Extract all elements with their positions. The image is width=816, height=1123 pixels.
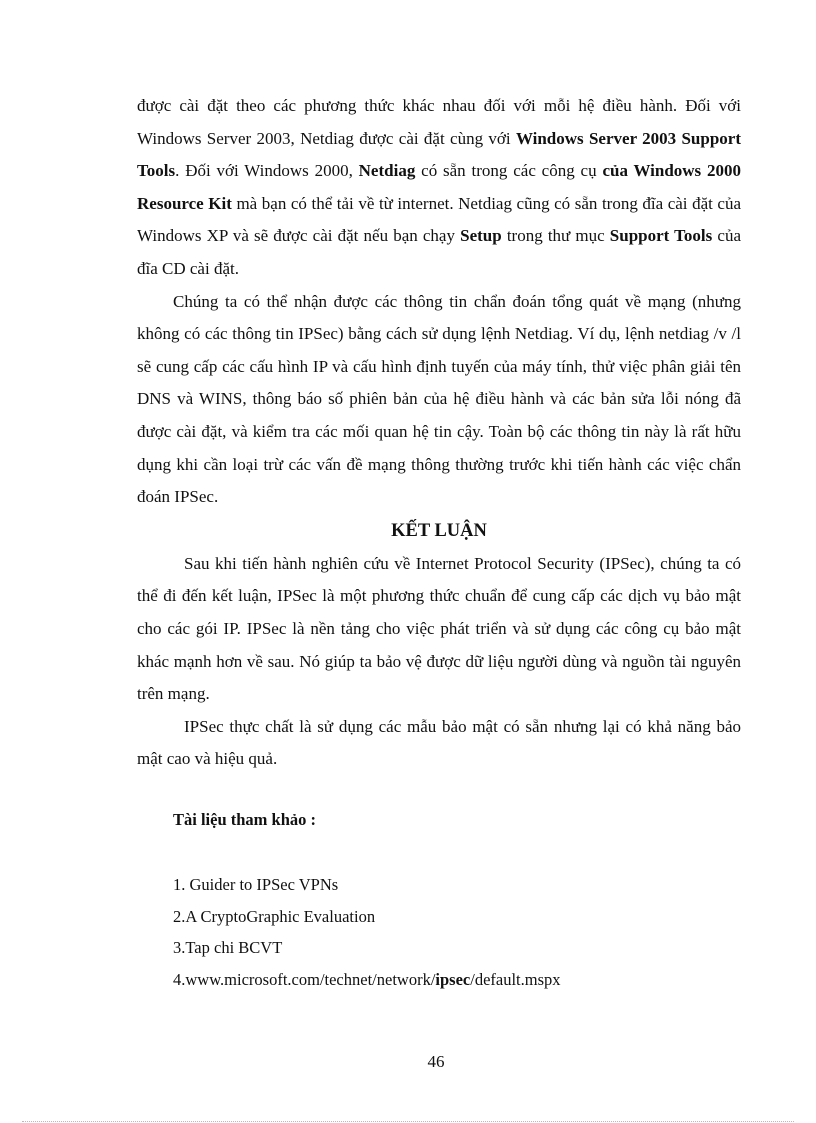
text-run: có sẵn trong các công cụ [415, 161, 603, 181]
page-number: 46 [427, 1052, 445, 1071]
text-run: của đĩa CD cài đặt. [137, 226, 741, 278]
text-run: được cài đặt theo các phương thức khác nhau đối với mỗi hệ điều hành. Đối với Windows Server 2003, Netdiag được cài đặt cùng với [137, 96, 741, 148]
reference-url-bold: ipsec [435, 969, 471, 989]
text-run: trong thư mục [501, 226, 610, 246]
bold-text-run: Windows Server 2003 Support Tools [137, 128, 741, 181]
paragraph-netdiag-usage: Chúng ta có thể nhận được các thông tin chẩn đoán tổng quát về mạng (nhưng không có các thông tin IPSec) bằng cách sử dụng lệnh Netdiag. Ví dụ, lệnh netdiag /v /l sẽ cung cấp các cấu hình IP và cấu hình định tuyến của máy tính, thử việc phân giải tên DNS và WINS, thông báo số phiên bản của hệ điều hành và các bản sửa lỗi nóng đã được cài đặt, và kiểm tra các mối quan hệ tin cậy. Toàn bộ các thông tin này là rất hữu dụng khi cần loại trừ các vấn đề mạng thông thường trước khi tiến hành các việc chẩn đoán IPSec. [137, 291, 741, 507]
reference-url-suffix: /default.mspx [470, 969, 561, 989]
reference-item: 2.A CryptoGraphic Evaluation [173, 906, 376, 926]
paragraph-conclusion-2: IPSec thực chất là sử dụng các mẫu bảo mật có sẵn nhưng lại có khả năng bảo mật cao và hiệu quả. [137, 716, 741, 769]
paragraph-conclusion-1: Sau khi tiến hành nghiên cứu về Internet Protocol Security (IPSec), chúng ta có thể đi đến kết luận, IPSec là một phương thức chuẩn để cung cấp các dịch vụ bảo mật cho các gói IP. IPSec là nền tảng cho việc phát triển và sử dụng các công cụ bảo mật khác mạnh hơn về sau. Nó giúp ta bảo vệ được dữ liệu người dùng và nguồn tài nguyên trên mạng. [137, 553, 741, 704]
page-bottom-border [22, 1121, 794, 1122]
references-title: Tài liệu tham khảo : [173, 810, 317, 829]
bold-text-run: Setup [460, 226, 502, 246]
section-heading-conclusion: KẾT LUẬN [391, 520, 487, 541]
bold-text-run: của Windows 2000 Resource Kit [137, 161, 742, 213]
reference-item: 1. Guider to IPSec VPNs [173, 875, 339, 894]
references-list [173, 869, 561, 995]
text-run: mà bạn có thể tải về từ internet. Netdiag cũng có sẵn trong đĩa cài đặt của Windows XP và sẽ được cài đặt nếu bạn chạy [137, 193, 741, 246]
reference-url-prefix: 4.www.microsoft.com/technet/network/ [173, 969, 436, 989]
paragraph-netdiag-install [137, 90, 741, 286]
document-body [137, 90, 741, 776]
reference-item-url [173, 964, 561, 996]
reference-item: 3.Tap chi BCVT [173, 938, 283, 957]
text-run: . Đối với Windows 2000, [175, 161, 359, 181]
bold-text-run: Support Tools [609, 226, 713, 246]
bold-text-run: Netdiag [358, 161, 416, 181]
